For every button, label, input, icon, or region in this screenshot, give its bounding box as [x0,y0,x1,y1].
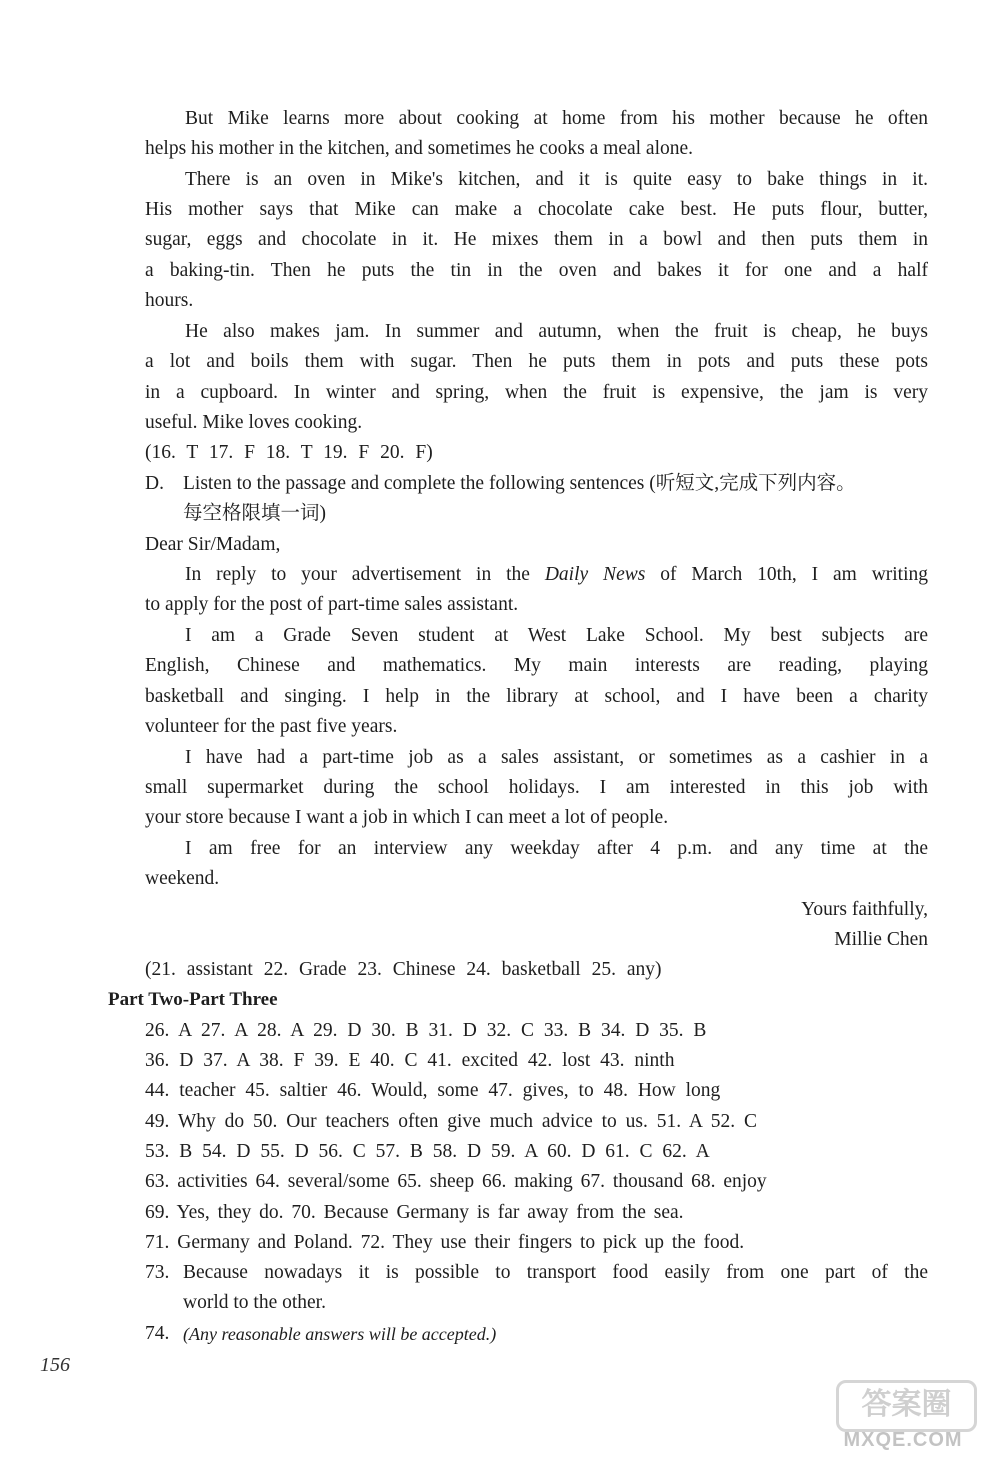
answer-line: 36. D 37. A 38. F 39. E 40. C 41. excited 42. lost 43. ninth [145,1050,675,1071]
passage-c-answers: (16. T 17. F 18. T 19. F 20. F) [145,442,433,463]
letter-p3-line2: small supermarket during the school holidays. I am interested in this job with [145,777,928,798]
letter-p3-line3: your store because I want a job in which I can meet a lot of people. [145,807,669,828]
answer-line: 44. teacher 45. saltier 46. Would, some 47. gives, to 48. How long [145,1080,721,1101]
section-d-answers: (21. assistant 22. Grade 23. Chinese 24. basketball 25. any) [145,959,662,980]
q73-line2: world to the other. [183,1292,326,1313]
letter-p2-line3: basketball and singing. I help in the library at school, and I have been a charity [145,686,928,707]
passage-c-p1-line1: But Mike learns more about cooking at home from his mother because he often [185,108,928,129]
q73-number: 73. [145,1262,170,1283]
answer-line: 71. Germany and Poland. 72. They use their fingers to pick up the food. [145,1232,745,1253]
passage-c-p2-line3: sugar, eggs and chocolate in it. He mixes them in a bowl and then puts them in [145,229,928,250]
page-number: 156 [40,1354,70,1376]
letter-p1-line2: to apply for the post of part-time sales assistant. [145,594,519,615]
section-d-instruction-line2: 每空格限填一词) [183,503,326,524]
passage-c-p3-line2: a lot and boils them with sugar. Then he puts them in pots and puts these pots [145,351,928,372]
letter-p2-line1: I am a Grade Seven student at West Lake School. My best subjects are [185,625,928,646]
letter-signature: Millie Chen [834,929,928,950]
newspaper-name: Daily News [544,564,646,585]
q74-text: (Any reasonable answers will be accepted.) [183,1324,497,1344]
letter-salutation: Dear Sir/Madam, [145,534,281,555]
passage-c-p2-line5: hours. [145,290,194,311]
part-two-three-heading: Part Two-Part Three [108,989,278,1010]
answer-line: 53. B 54. D 55. D 56. C 57. B 58. D 59. A 60. D 61. C 62. A [145,1141,710,1162]
letter-p1-post: of March 10th, I am writing [660,564,929,585]
section-d-letter: D. [145,473,164,494]
letter-p4-line2: weekend. [145,868,220,889]
passage-c-p1-line2: helps his mother in the kitchen, and sometimes he cooks a meal alone. [145,138,694,159]
section-d-instruction-row [145,469,928,499]
letter-p2-line4: volunteer for the past five years. [145,716,398,737]
passage-c-p2-line1: There is an oven in Mike's kitchen, and it is quite easy to bake things in it. [185,169,928,190]
watermark-site: MXQE.COM [843,1429,963,1451]
section-d-instruction: Listen to the passage and complete the following sentences (听短文,完成下列内容。 [183,473,856,494]
watermark-logo [818,1380,988,1452]
letter-p4-line1: I am free for an interview any weekday after 4 p.m. and any time at the [185,838,928,859]
answer-line: 26. A 27. A 28. A 29. D 30. B 31. D 32. C 33. B 34. D 35. B [145,1020,707,1041]
letter-p3-line1: I have had a part-time job as a sales assistant, or sometimes as a cashier in a [185,747,928,768]
watermark-brand-text: 答案圈 [836,1380,977,1432]
q73-line1: Because nowadays it is possible to transport food easily from one part of the [183,1262,928,1283]
letter-closing: Yours faithfully, [801,899,928,920]
passage-c-p3-line1: He also makes jam. In summer and autumn, when the fruit is cheap, he buys [185,321,928,342]
passage-c-p3-line3: in a cupboard. In winter and spring, when the fruit is expensive, the jam is very [145,382,928,403]
letter-p1-line1 [185,560,928,590]
passage-c-p2-line2: His mother says that Mike can make a chocolate cake best. He puts flour, butter, [145,199,928,220]
passage-c-p3-line4: useful. Mike loves cooking. [145,412,363,433]
letter-p1-pre: In reply to your advertisement in the [185,564,530,585]
answer-line: 49. Why do 50. Our teachers often give much advice to us. 51. A 52. C [145,1111,758,1132]
answer-line: 69. Yes, they do. 70. Because Germany is far away from the sea. [145,1202,684,1223]
q74-number: 74. [145,1323,170,1344]
passage-c-p2-line4: a baking-tin. Then he puts the tin in the oven and bakes it for one and a half [145,260,928,281]
answer-line: 63. activities 64. several/some 65. sheep 66. making 67. thousand 68. enjoy [145,1171,767,1192]
letter-p2-line2: English, Chinese and mathematics. My main interests are reading, playing [145,655,928,676]
